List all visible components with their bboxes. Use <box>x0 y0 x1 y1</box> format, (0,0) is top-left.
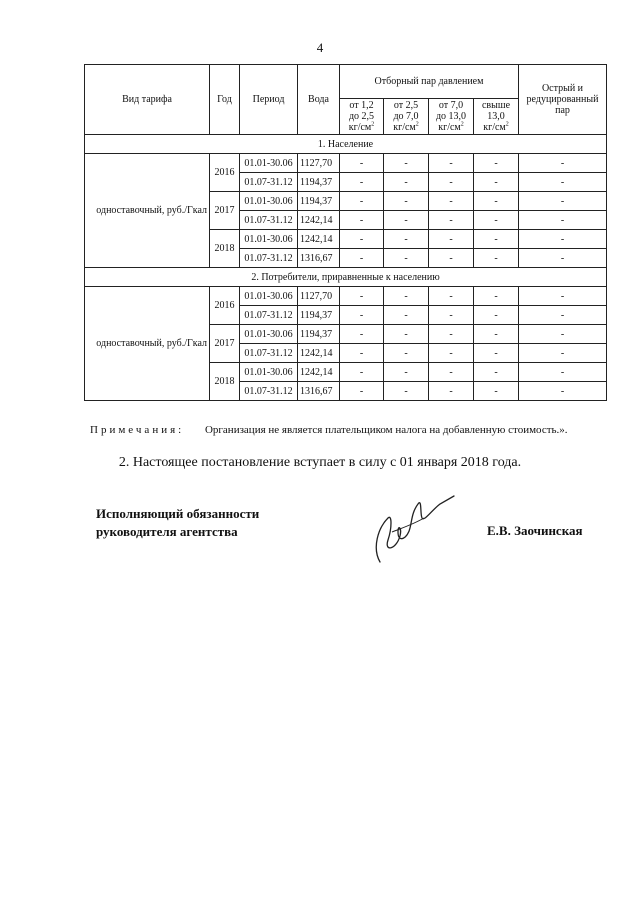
water-cell: 1316,67 <box>298 382 340 401</box>
year-cell: 2017 <box>210 325 240 363</box>
water-cell: 1316,67 <box>298 249 340 268</box>
steam-cell: - <box>429 249 474 268</box>
effective-date-clause: 2. Настоящее постановление вступает в силу с 01 января 2018 года. <box>118 455 522 470</box>
period-cell: 01.07-31.12 <box>240 249 298 268</box>
sharp-steam-cell: - <box>519 306 607 325</box>
steam-cell: - <box>384 382 429 401</box>
signatory-title-line2: руководителя агентства <box>96 524 238 539</box>
steam-cell: - <box>340 344 384 363</box>
sharp-steam-cell: - <box>519 173 607 192</box>
period-cell: 01.07-31.12 <box>240 344 298 363</box>
header-year: Год <box>210 65 240 135</box>
header-steam-col: от 7,0 до 13,0 $кг/см^2$ <box>429 99 474 135</box>
tariff-table <box>84 64 607 401</box>
header-steam-group: Отборный пар давлением <box>340 65 519 99</box>
period-cell: 01.07-31.12 <box>240 306 298 325</box>
steam-cell: - <box>429 154 474 173</box>
steam-cell: - <box>340 325 384 344</box>
steam-cell: - <box>340 230 384 249</box>
water-cell: 1242,14 <box>298 363 340 382</box>
notes-label: Примечания: <box>90 424 185 436</box>
section-row <box>85 268 607 287</box>
sharp-steam-cell: - <box>519 363 607 382</box>
water-cell: 1242,14 <box>298 211 340 230</box>
steam-cell: - <box>474 173 519 192</box>
period-cell: 01.07-31.12 <box>240 173 298 192</box>
sharp-steam-cell: - <box>519 230 607 249</box>
steam-cell: - <box>474 382 519 401</box>
steam-cell: - <box>340 154 384 173</box>
sharp-steam-cell: - <box>519 287 607 306</box>
header-steam-col: от 1,2 до 2,5 $кг/см^2$ <box>340 99 384 135</box>
steam-cell: - <box>474 211 519 230</box>
steam-cell: - <box>340 192 384 211</box>
period-cell: 01.01-30.06 <box>240 325 298 344</box>
steam-cell: - <box>384 154 429 173</box>
steam-cell: - <box>429 173 474 192</box>
period-cell: 01.01-30.06 <box>240 192 298 211</box>
year-cell: 2018 <box>210 230 240 268</box>
sharp-steam-cell: - <box>519 325 607 344</box>
steam-cell: - <box>474 154 519 173</box>
period-cell: 01.01-30.06 <box>240 230 298 249</box>
steam-cell: - <box>429 211 474 230</box>
steam-cell: - <box>429 382 474 401</box>
header-tariff-type: Вид тарифа <box>85 65 210 135</box>
steam-cell: - <box>340 173 384 192</box>
steam-cell: - <box>384 192 429 211</box>
steam-cell: - <box>474 325 519 344</box>
steam-cell: - <box>384 287 429 306</box>
steam-cell: - <box>340 363 384 382</box>
header-steam-col: от 2,5 до 7,0 $кг/см^2$ <box>384 99 429 135</box>
steam-cell: - <box>384 230 429 249</box>
sharp-steam-cell: - <box>519 192 607 211</box>
page-number: 4 <box>316 40 324 55</box>
sharp-steam-cell: - <box>519 211 607 230</box>
steam-cell: - <box>384 344 429 363</box>
handwritten-signature <box>362 488 462 575</box>
steam-cell: - <box>340 287 384 306</box>
header-steam-col: свыше 13,0 $кг/см^2$ <box>474 99 519 135</box>
steam-cell: - <box>429 192 474 211</box>
tariff-type-cell: одноставочный, руб./Гкал <box>85 154 210 268</box>
water-cell: 1194,37 <box>298 306 340 325</box>
steam-cell: - <box>429 325 474 344</box>
notes <box>90 424 568 436</box>
sharp-steam-cell: - <box>519 154 607 173</box>
section-row <box>85 135 607 154</box>
steam-cell: - <box>384 325 429 344</box>
steam-cell: - <box>474 363 519 382</box>
signature-scribble <box>362 488 462 570</box>
sharp-steam-cell: - <box>519 249 607 268</box>
steam-cell: - <box>384 306 429 325</box>
water-cell: 1194,37 <box>298 325 340 344</box>
period-cell: 01.01-30.06 <box>240 287 298 306</box>
year-cell: 2016 <box>210 287 240 325</box>
steam-cell: - <box>429 306 474 325</box>
steam-cell: - <box>429 230 474 249</box>
period-cell: 01.07-31.12 <box>240 211 298 230</box>
steam-cell: - <box>384 211 429 230</box>
water-cell: 1194,37 <box>298 173 340 192</box>
steam-cell: - <box>474 249 519 268</box>
steam-cell: - <box>429 287 474 306</box>
header-water: Вода <box>298 65 340 135</box>
header-sharp-steam: Острый и редуцированный пар <box>519 65 607 135</box>
water-cell: 1127,70 <box>298 154 340 173</box>
tariff-type-cell: одноставочный, руб./Гкал <box>85 287 210 401</box>
steam-cell: - <box>474 306 519 325</box>
steam-cell: - <box>429 363 474 382</box>
steam-cell: - <box>474 344 519 363</box>
year-cell: 2018 <box>210 363 240 401</box>
water-cell: 1127,70 <box>298 287 340 306</box>
steam-cell: - <box>474 230 519 249</box>
steam-cell: - <box>340 249 384 268</box>
sharp-steam-cell: - <box>519 382 607 401</box>
steam-cell: - <box>474 192 519 211</box>
period-cell: 01.07-31.12 <box>240 382 298 401</box>
table-row <box>85 287 607 306</box>
period-cell: 01.01-30.06 <box>240 154 298 173</box>
steam-cell: - <box>340 306 384 325</box>
water-cell: 1194,37 <box>298 192 340 211</box>
steam-cell: - <box>340 211 384 230</box>
water-cell: 1242,14 <box>298 230 340 249</box>
header-period: Период <box>240 65 298 135</box>
notes-text: Организация не является плательщиком налога на добавленную стоимость.». <box>204 424 568 436</box>
section-title: 1. Население <box>85 135 607 154</box>
signatory-title-line1: Исполняющий обязанности <box>96 506 260 521</box>
steam-cell: - <box>429 344 474 363</box>
water-cell: 1242,14 <box>298 344 340 363</box>
year-cell: 2017 <box>210 192 240 230</box>
year-cell: 2016 <box>210 154 240 192</box>
steam-cell: - <box>384 249 429 268</box>
steam-cell: - <box>340 382 384 401</box>
steam-cell: - <box>474 287 519 306</box>
table-row <box>85 154 607 173</box>
period-cell: 01.01-30.06 <box>240 363 298 382</box>
signatory-name: Е.В. Заочинская <box>487 523 583 538</box>
steam-cell: - <box>384 173 429 192</box>
section-title: 2. Потребители, приравненные к населению <box>85 268 607 287</box>
sharp-steam-cell: - <box>519 344 607 363</box>
steam-cell: - <box>384 363 429 382</box>
signatory-title <box>96 505 259 541</box>
